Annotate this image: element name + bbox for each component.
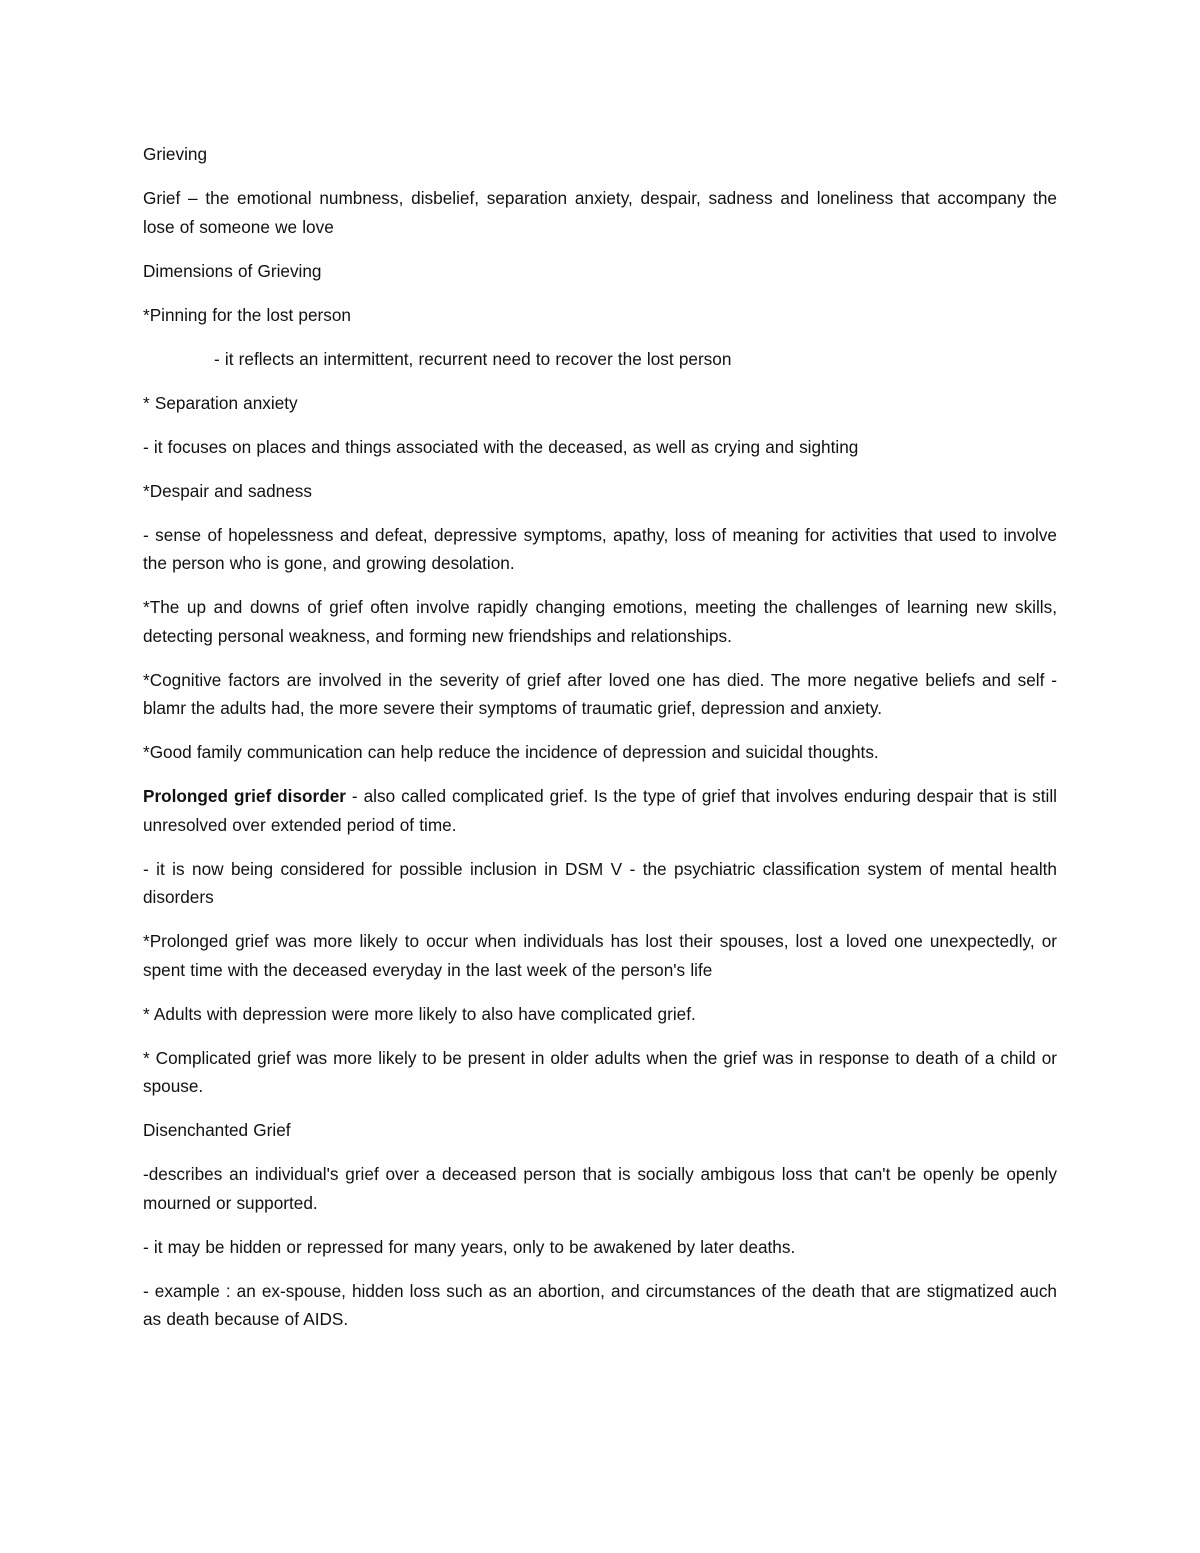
bullet-pining: *Pinning for the lost person bbox=[143, 304, 351, 325]
bullet-adults-depression: * Adults with depression were more likely to also have complicated grief. bbox=[143, 1003, 696, 1024]
sub-point-disenchanted-description: -describes an individual's grief over a deceased person that is socially ambigous loss that can't be openly be openly mourned or supported. bbox=[143, 1164, 1057, 1213]
bullet-prolonged-likely: *Prolonged grief was more likely to occur when individuals has lost their spouses, lost a loved one unexpectedly, or spent time with the deceased everyday in the last week of the person's life bbox=[143, 931, 1057, 980]
sub-point-example: - example : an ex-spouse, hidden loss such as an abortion, and circumstances of the death that are stigmatized auch as death because of AIDS. bbox=[143, 1280, 1057, 1329]
bullet-cognitive-factors: *Cognitive factors are involved in the severity of grief after loved one has died. The more negative beliefs and self - blamr the adults had, the more severe their symptoms of traumatic grief, depression and anxiety. bbox=[143, 669, 1057, 718]
grief-definition: Grief – the emotional numbness, disbelief, separation anxiety, despair, sadness and loneliness that accompany the lose of someone we love bbox=[143, 188, 1057, 237]
bullet-family-communication: *Good family communication can help reduce the incidence of depression and suicidal thoughts. bbox=[143, 742, 879, 762]
document-title: Grieving bbox=[143, 144, 207, 164]
prolonged-grief-definition: - also called complicated grief. Is the type of grief that involves enduring despair that is still unresolved over extended period of time. bbox=[143, 786, 1057, 835]
sub-point-separation-anxiety: - it focuses on places and things associated with the deceased, as well as crying and sighting bbox=[143, 436, 859, 457]
section-heading-dimensions: Dimensions of Grieving bbox=[143, 260, 322, 281]
prolonged-grief-term: Prolonged grief disorder bbox=[143, 786, 346, 806]
document-body bbox=[143, 140, 1057, 1349]
sub-point-hidden-repressed: - it may be hidden or repressed for many years, only to be awakened by later deaths. bbox=[143, 1236, 796, 1257]
prolonged-grief-paragraph bbox=[143, 782, 1057, 839]
section-heading-disenchanted: Disenchanted Grief bbox=[143, 1120, 291, 1140]
sub-point-despair-sadness: - sense of hopelessness and defeat, depressive symptoms, apathy, loss of meaning for activities that used to involve the person who is gone, and growing desolation. bbox=[143, 524, 1057, 573]
bullet-ups-downs: *The up and downs of grief often involve rapidly changing emotions, meeting the challenges of learning new skills, detecting personal weakness, and forming new friendships and relationships. bbox=[143, 597, 1057, 646]
bullet-separation-anxiety: * Separation anxiety bbox=[143, 392, 298, 413]
bullet-complicated-older-adults: * Complicated grief was more likely to be present in older adults when the grief was in response to death of a child or spouse. bbox=[143, 1047, 1057, 1096]
sub-point-pining: - it reflects an intermittent, recurrent need to recover the lost person bbox=[214, 348, 732, 369]
sub-point-dsm: - it is now being considered for possible inclusion in DSM V - the psychiatric classification system of mental health disorders bbox=[143, 858, 1057, 907]
bullet-despair-sadness: *Despair and sadness bbox=[143, 480, 312, 501]
